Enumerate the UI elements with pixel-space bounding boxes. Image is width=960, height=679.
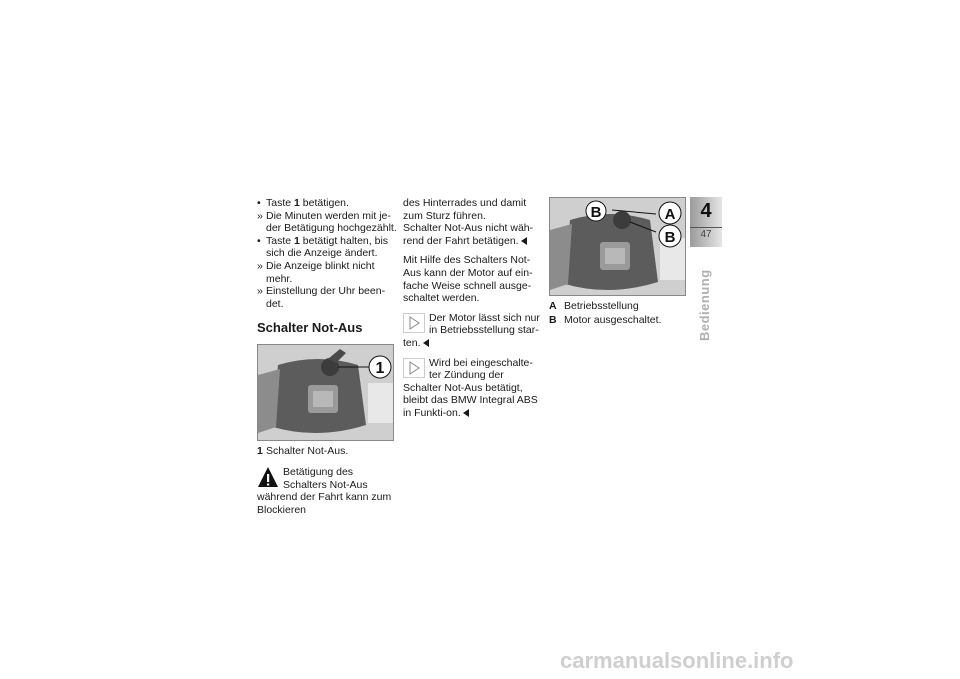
end-mark-icon <box>463 409 469 417</box>
note-icon <box>403 313 425 333</box>
caption: B Motor ausgeschaltet. <box>549 313 662 326</box>
list-item: » Die Anzeige blinkt nicht mehr. <box>257 259 375 285</box>
list-item: » Die Minuten werden mit je-der Betätigung hochgezählt. <box>257 209 397 235</box>
note-block: Wird bei eingeschalte-ter Zündung der Schalter Not-Aus betätigt, bleibt das BMW Integral ABS in Funkti-on. <box>403 356 538 419</box>
switch-positions-photo <box>549 197 686 296</box>
section-label: Bedienung <box>697 269 712 341</box>
list-item: • Taste 1 betätigen. <box>257 197 349 209</box>
warning-block: Betätigung des Schalters Not-Aus während der Fahrt kann zum Blockieren <box>257 465 392 516</box>
warning-icon <box>257 466 279 488</box>
end-mark-icon <box>521 237 527 245</box>
switch-photo <box>257 344 394 441</box>
handlebar-switch-illustration <box>258 345 394 441</box>
note-icon <box>403 358 425 378</box>
column-1 <box>257 197 397 516</box>
watermark: carmanualsonline.info <box>560 648 794 673</box>
photo-label-b-left: B <box>590 204 602 221</box>
switch-positions-illustration <box>550 198 686 296</box>
caption: A Betriebsstellung <box>549 300 639 312</box>
section-heading: Schalter Not-Aus <box>257 320 363 336</box>
note-block: Der Motor lässt sich nur in Betriebsstellung star-ten. <box>403 311 540 349</box>
caption: 1 Schalter Not-Aus. <box>257 445 349 458</box>
photo-label-a: A <box>664 206 676 223</box>
photo-label-b-right: B <box>664 229 676 246</box>
photo-label-1: 1 <box>375 360 385 378</box>
list-item: » Einstellung der Uhr been-det. <box>257 285 386 310</box>
page-number: 47 <box>690 227 722 240</box>
chapter-tab <box>690 197 722 247</box>
chapter-number: 4 <box>700 200 712 222</box>
column-3 <box>549 197 689 326</box>
list-item: • Taste 1 betätigt halten, bis sich die Anzeige ändert. <box>257 234 389 260</box>
column-2: des Hinterrades und damit zum Sturz führen. Schalter Not-Aus nicht wäh-rend der Fahrt betätigen. Mit Hilfe des Schalters Not-Aus kann der Motor auf ein-fache Weise schnell ausge-schaltet werden. Der Motor lässt sich nur in Betriebsstellung star-ten. Wird bei eingeschalte-ter Zündung der Schalter Not-Aus betätigt, bleibt das BMW Integral ABS in Funkti-on. <box>403 197 543 420</box>
end-mark-icon <box>423 339 429 347</box>
